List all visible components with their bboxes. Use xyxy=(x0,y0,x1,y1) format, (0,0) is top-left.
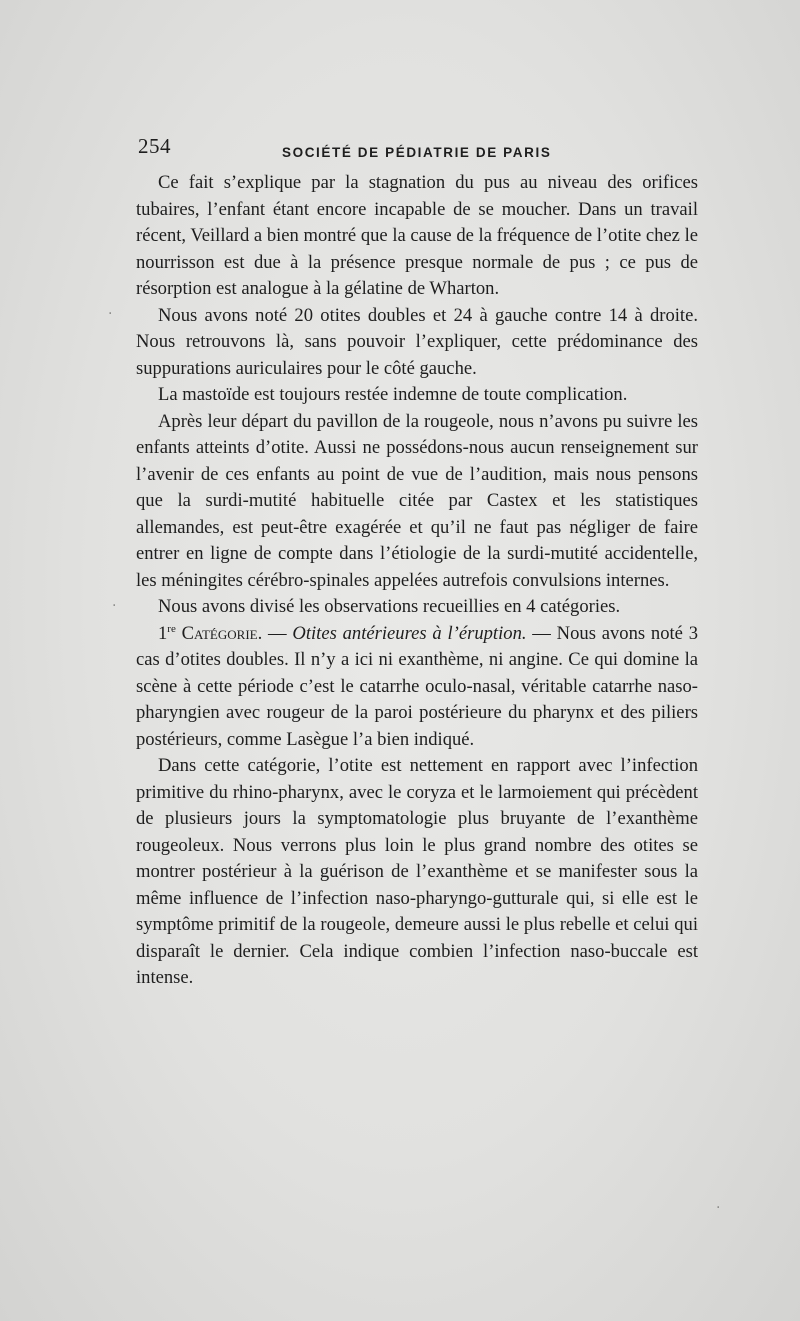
paper-speck: · xyxy=(108,306,113,322)
paragraph-mastoide: La mastoïde est toujours restée indemne de toute complication. xyxy=(158,384,628,405)
paper-speck: · xyxy=(716,1200,721,1216)
paragraph-category-1 xyxy=(136,621,698,754)
category-text: — Nous avons noté 3 cas d’otites doubles. Il n’y a ici ni exanthème, ni angine. Ce qui domine la scène à cette période c’est le catarrhe oculo-nasal, véritable catarrhe naso-pharyngien avec rougeur de la paroi postérieure du pharynx et des piliers postérieurs, comme Lasègue l’a bien indiqué. xyxy=(136,622,698,750)
page-header xyxy=(136,134,696,168)
paragraph-stagnation: Ce fait s’explique par la stagnation du pus au niveau des orifices tubaires, l’enfant étant encore incapable de se moucher. Dans un travail récent, Veillard a bien montré que la cause de la fréquence de l’otite chez le nourrisson est due à la présence presque normale de pus ; ce pus de résorption est analogue à la gélatine de Wharton. xyxy=(136,172,698,299)
running-title: SOCIÉTÉ DE PÉDIATRIE DE PARIS xyxy=(282,145,552,160)
paragraph-otites-count: Nous avons noté 20 otites doubles et 24 à gauche contre 14 à droite. Nous retrouvons là, sans pouvoir l’expliquer, cette prédominance des suppurations auriculaires pour le côté gauche. xyxy=(136,304,698,379)
category-title: Otites antérieures à l’éruption. xyxy=(292,622,527,644)
category-number-superscript: re xyxy=(167,622,176,635)
paragraph-categories: Nous avons divisé les observations recueillies en 4 catégories. xyxy=(158,596,621,617)
body-text xyxy=(136,170,698,992)
category-dash: — xyxy=(262,622,293,644)
paragraph-final: Dans cette catégorie, l’otite est nettement en rapport avec l’infection primitive du rhino-pharynx, avec le coryza et le larmoiement qui précèdent de plusieurs jours la symptomatologie plus bruyante de l’exanthème rougeoleux. Nous verrons plus loin le plus grand nombre des otites se montrer postérieur à la guérison de l’exanthème et se manifester sous la même influence de l’infection naso-pharyngo-gutturale qui, si elle est le symptôme primitif de la rougeole, demeure aussi le plus rebelle et celui qui disparaît le dernier. Cela indique combien l’infection naso-buccale est intense. xyxy=(136,755,698,988)
paragraph-surdi-mutite: Après leur départ du pavillon de la rougeole, nous n’avons pu suivre les enfants atteints d’otite. Aussi ne possédons-nous aucun renseignement sur l’avenir de ces enfants au point de vue de l’audition, mais nous pensons que la surdi-mutité habituelle citée par Castex et les statistiques allemandes, est peut-être exagérée et qu’il ne faut pas négliger de faire entrer en ligne de compte dans l’étiologie de la surdi-mutité accidentelle, les méningites cérébro-spinales appelées autrefois convulsions internes. xyxy=(136,410,698,591)
category-number: 1 xyxy=(158,622,168,644)
page-number: 254 xyxy=(138,134,171,158)
paper-speck: · xyxy=(112,598,117,614)
category-label: Catégorie. xyxy=(181,622,263,644)
